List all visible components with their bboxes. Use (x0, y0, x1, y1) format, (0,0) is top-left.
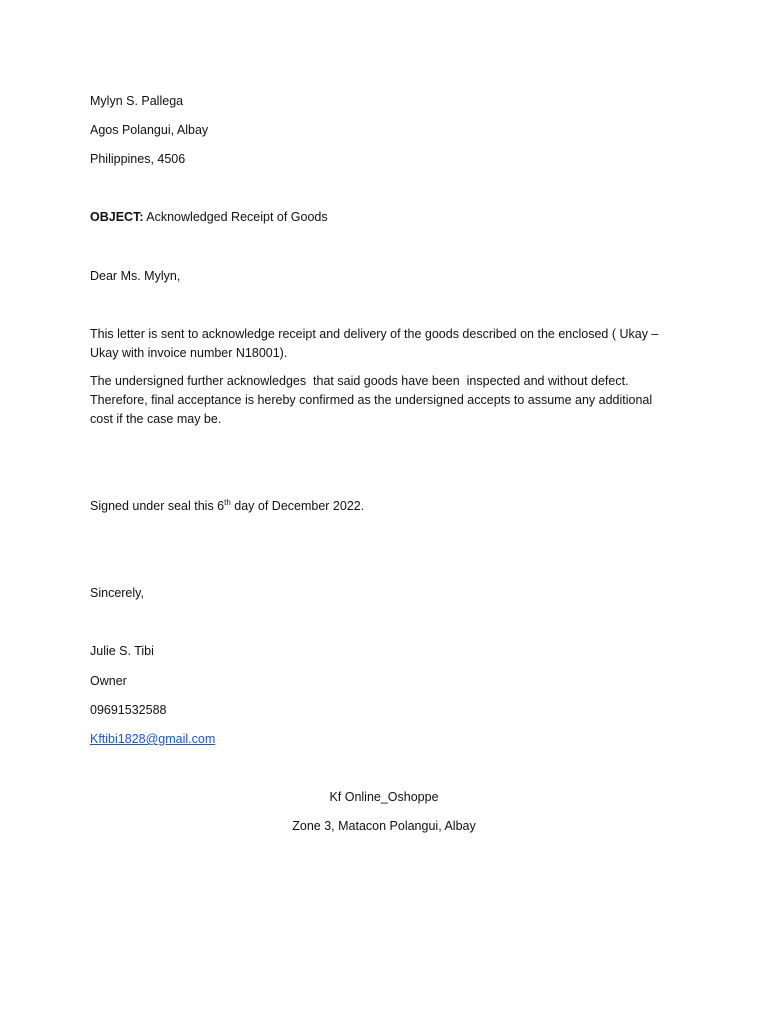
body-paragraph-1: This letter is sent to acknowledge receipt and delivery of the goods described on the enclosed ( Ukay – Ukay with invoice number N18001). (90, 327, 659, 360)
sender-address-line2: Philippines, 4506 (90, 152, 186, 166)
sender-address-line1: Agos Polangui, Albay (90, 123, 209, 137)
footer-address: Zone 3, Matacon Polangui, Albay (292, 819, 476, 833)
object-line (90, 208, 328, 227)
signed-suffix: day of December 2022. (230, 499, 365, 513)
object-label: OBJECT: (90, 210, 144, 224)
signed-statement (90, 497, 364, 516)
email-link[interactable]: Kftibi1828@gmail.com (90, 732, 216, 746)
closing: Sincerely, (90, 586, 144, 600)
signature-title: Owner (90, 674, 127, 688)
sender-name: Mylyn S. Pallega (90, 94, 184, 108)
signed-prefix: Signed under seal this 6 (90, 499, 225, 513)
body-paragraph-2: The undersigned further acknowledges that said goods have been inspected and without defect. Therefore, final acceptance is hereby confirmed as the undersigned accepts to assume any additional cost if the case may be. (90, 374, 656, 426)
signature-name: Julie S. Tibi (90, 644, 154, 658)
salutation: Dear Ms. Mylyn, (90, 269, 181, 283)
footer-company: Kf Online_Oshoppe (329, 790, 439, 804)
signature-phone: 09691532588 (90, 703, 167, 717)
object-text: Acknowledged Receipt of Goods (143, 210, 328, 224)
signature-email-line (90, 730, 215, 749)
signed-superscript: th (224, 497, 231, 507)
